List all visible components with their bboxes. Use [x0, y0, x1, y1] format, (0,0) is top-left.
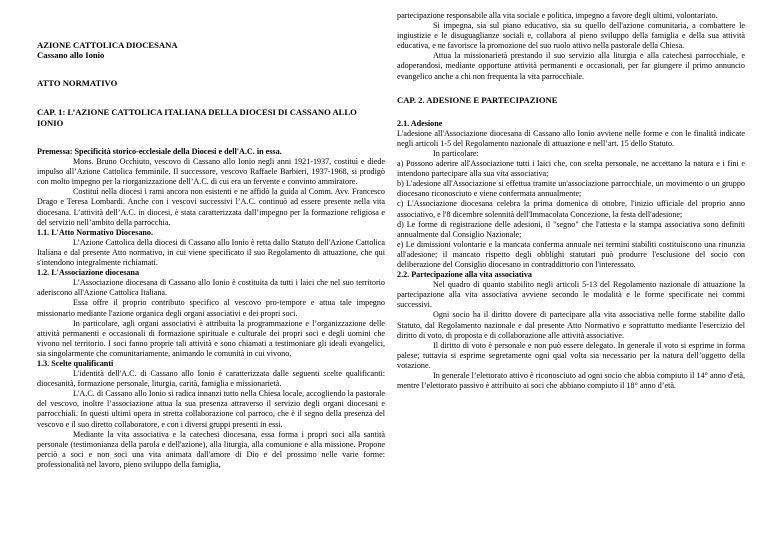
- chapter-2-heading: CAP. 2. ADESIONE E PARTECIPAZIONE: [397, 94, 558, 105]
- chapter-1-heading: CAP. 1: L’AZIONE CATTOLICA ITALIANA DELLA DIOCESI DI CASSANO ALLO IONIO: [37, 107, 357, 128]
- list-item: e) Le dimissioni volontarie e la mancata conferma annuale nei termini stabiliti costituiscono una rinunzia all'adesione; il mancato rispetto degli obblighi statutari può produrre l'esclusione del socio con deliberazione del Consiglio diocesano in contraddittorio con l'interessato.: [397, 239, 745, 269]
- paragraph: Mediante la vita associativa e la catechesi diocesana, essa forma i propri soci alla santità personale (testimonianza della parola e dell'azione), alla liturgia, alla comunione e alla missione. Propone perciò a soci e non soci una vita animata dall'amore di Dio e del prossimo nelle varie forme: professionalità nel lavoro, pieno sviluppo della famiglia,: [37, 429, 385, 469]
- paragraph: In particolare:: [433, 148, 479, 158]
- paragraph: In generale l’elettorato attivo è riconosciuto ad ogni socio che abbia compiuto il 14° anno d'età, mentre l’elettorato passivo è attribuito ai soci che abbiano compiuto il 18° anno d’età.: [397, 371, 745, 391]
- paragraph: L'adesione all'Associazione diocesana di Cassano allo Ionio avviene nelle forme e con le finalità indicate negli articoli 1-5 del Regolamento nazionale di attuazione e nell’art. 15 dello Statuto.: [397, 128, 745, 148]
- list-item: c) L'Associazione diocesana celebra la prima domenica di ottobre, l'inizio ufficiale del proprio anno associativo, e l'8 dicembre solennità dell'Immacolata Concezione, la festa dell'adesione;: [397, 199, 745, 219]
- org-place: Cassano allo Ionio: [37, 50, 105, 60]
- doc-type-heading: ATTO NORMATIVO: [37, 78, 118, 88]
- paragraph: Costituì nella diocesi i rami ancora non esistenti e ne affidò la guida al Comm. Avv. Francesco Drago e Teresa Lombardi. Anche con i vescovi successivi l’A.C. continuò ad essere presente nella vita diocesana. L’attività dell’A.C. in diocesi, è stata caratterizzata dall’impegno per la formazione religiosa e del servizio nell’ambito della parrocchia.: [37, 187, 385, 227]
- right-column: [397, 11, 745, 391]
- org-title: AZIONE CATTOLICA DIOCESANA: [37, 40, 178, 50]
- section-2-1-heading: 2.1. Adesione: [397, 118, 443, 128]
- paragraph: L’Azione Cattolica della diocesi di Cassano allo Ionio è retta dallo Statuto dell'Azione Cattolica Italiana e dal presente Atto normativo, in cui viene specificato il suo Regolamento di attuazione, che qui s'intendono integralmente richiamati.: [37, 237, 385, 268]
- section-1-2-heading: 1.2. L'Associazione diocesana: [37, 268, 140, 278]
- paragraph: Essa offre il proprio contributo specifico al vescovo pro-tempore e attua tale impegno missionario mediante l'azione organica degli organi associativi e dei propri soci.: [37, 298, 385, 318]
- list-item: a) Possono aderire all'Associazione tutti i laici che, con scelta personale, ne accettano la natura e i fini e intendono partecipare alla sua vita associativa;: [397, 159, 745, 179]
- section-1-1-heading: 1.1. L'Atto Normativo Diocesano.: [37, 227, 153, 237]
- paragraph: Il diritto di voto è personale e non può essere delegato. In generale il voto si esprime in forma palese; tuttavia si esprime segretamente ogni qual volta sia necessario per la natura dell’oggetto della votazione.: [397, 340, 745, 370]
- list-item: d) Le forme di registrazione delle adesioni, il "segno" che l'attesta e la stampa associativa sono definiti annualmente dal Consiglio Nazionale;: [397, 219, 745, 239]
- list-item: b) L'adesione all'Associazione si effettua tramite un'associazione parrocchiale, un movimento o un gruppo diocesano riconosciuto e viene confermata annualmente;: [397, 179, 745, 199]
- section-1-3-heading: 1.3. Scelte qualificanti: [37, 358, 114, 368]
- paragraph: Nel quadro di quanto stabilito negli articoli 5-13 del Regolamento nazionale di attuazione la partecipazione alla vita associativa avviene secondo le modalità e le forme specificate nei commi successivi.: [397, 280, 745, 310]
- premessa-heading: Premessa: Specificità storico-ecclesiale della Diocesi e dell'A.C. in essa.: [37, 147, 282, 156]
- paragraph: Ogni socio ha il diritto dovere di partecipare alla vita associativa nelle forme stabilite dallo Statuto, dal Regolamento nazionale e dal presente Atto Normativo e soprattutto mediante l'esercizio del diritto di voto, di proposta e di collaborazione alle attività associative.: [397, 310, 745, 340]
- paragraph: L'identità dell'A.C. di Cassano allo Ionio è caratterizzata dalle seguenti scelte qualificanti: diocesanità, formazione personale, liturgia, carità, famiglia e missionarietà.: [37, 369, 385, 389]
- paragraph: In particolare, agli organi associativi è attribuita la programmazione e l’organizzazione delle attività permanenti e occasionali di formazione spirituale e culturale dei propri soci e degli uomini che vivono nel territorio. I soci fanno proprie tali attività e sono chiamati a testimoniare gli ideali evangelici, sia singolarmente che comunitariamente, animando le comunità in cui vivono.: [37, 318, 385, 358]
- left-column: [37, 40, 385, 470]
- paragraph: L'A.C. di Cassano allo Ionio si radica innanzi tutto nella Chiesa locale, accogliendo la pastorale del vescovo, inoltre l’associazione attua la sua presenza attraverso il servizio degli organi diocesani e parrocchiali. In questi ultimi opera in stretta collaborazione col parroco, che è il segno della presenza del vescovo e il suo diretto collaboratore, e con i diversi gruppi presenti in essi.: [37, 389, 385, 429]
- paragraph: Mons. Bruno Occhiuto, vescovo di Cassano allo Ionio negli anni 1921-1937, costituì e diede impulso all’Azione Cattolica femminile. Il successore, vescovo Raffaele Barbieri, 1937-1968, si prodigò con molto impegno per la riorganizzazione dell’A.C. di cui era un fervente e convinto ammiratore.: [37, 157, 385, 187]
- paragraph: Attua la missionarietà prestando il suo servizio alla liturgia e alla catechesi parrocchiale, e adoperandosi, mediante opportune attività permanenti e occasionali, per far giungere il primo annuncio evangelico anche a chi non frequenta la vita parrocchiale.: [397, 51, 745, 81]
- paragraph: partecipazione responsabile alla vita sociale e politica, impegno a favore degli ultimi, volontariato.: [397, 11, 718, 20]
- paragraph: L’Associazione diocesana di Cassano allo Ionio è costituita da tutti i laici che nel suo territorio aderiscono all'Azione Cattolica Italiana.: [37, 278, 385, 298]
- paragraph: Si impegna, sia sul piano educativo, sia su quello dell'azione comunitaria, a combattere le ingiustizie e le disuguaglianze sociali e, collabora al pieno sviluppo della famiglia e della sua attività educativa, e ne favorisce la promozione del suo ruolo attivo nella pastorale della Chiesa.: [397, 21, 745, 51]
- section-2-2-heading: 2.2. Partecipazione alla vita associativa: [397, 270, 532, 280]
